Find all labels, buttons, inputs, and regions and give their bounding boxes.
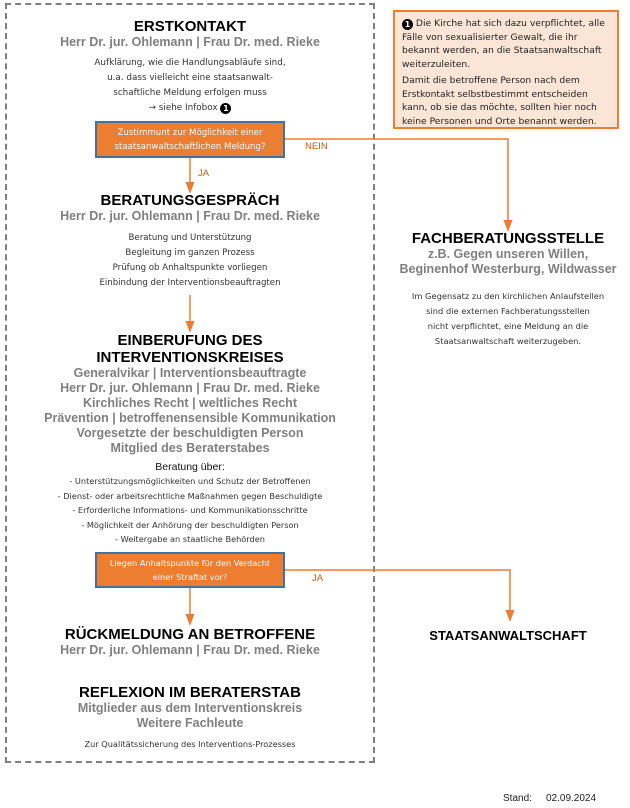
erstkontakt-line: u.a. dass vielleicht eine staatsanwalt- bbox=[107, 73, 273, 83]
reflexion-section bbox=[10, 684, 370, 752]
beratungsgespraech-title: BERATUNGSGESPRÄCH bbox=[100, 192, 280, 209]
beratungsgespraech-persons: Herr Dr. jur. Ohlemann | Frau Dr. med. Rieke bbox=[60, 209, 320, 223]
beratung-heading: Beratung über: bbox=[155, 461, 225, 473]
interventionskreis-member: Generalvikar | Interventionsbeauftragte bbox=[73, 366, 307, 380]
rueckmeldung-persons: Herr Dr. jur. Ohlemann | Frau Dr. med. Rieke bbox=[60, 643, 320, 657]
interventionskreis-member: Vorgesetzte der beschuldigten Person bbox=[76, 426, 304, 440]
decision-suspicion-line: einer Straftat vor? bbox=[152, 572, 228, 582]
interventionskreis-section bbox=[10, 332, 370, 547]
beratung-item: - Möglichkeit der Anhörung der beschuldigten Person bbox=[81, 519, 299, 530]
beratungsgespraech-line: Beratung und Unterstützung bbox=[128, 233, 252, 243]
beratung-item: - Erforderliche Informations- und Kommunikationsschritte bbox=[72, 505, 308, 515]
erstkontakt-line: Aufklärung, wie die Handlungsabläufe sind, bbox=[94, 58, 286, 68]
infobox-reference-text: → siehe Infobox bbox=[148, 103, 218, 113]
stand-label: Stand: bbox=[503, 793, 532, 804]
decision2-yes-label: JA bbox=[312, 573, 324, 584]
beratungsgespraech-line: Einbindung der Interventionsbeauftragten bbox=[99, 278, 281, 288]
infobox-reference[interactable] bbox=[10, 101, 370, 116]
erstkontakt-line: schaftliche Meldung erfolgen muss bbox=[113, 88, 267, 98]
erstkontakt-persons: Herr Dr. jur. Ohlemann | Frau Dr. med. Rieke bbox=[60, 35, 320, 49]
decision-suspicion-box bbox=[95, 552, 285, 588]
beratungsgespraech-line: Begleitung im ganzen Prozess bbox=[125, 248, 255, 258]
stand-date: 02.09.2024 bbox=[546, 793, 597, 804]
erstkontakt-section bbox=[10, 18, 370, 116]
beratung-item: - Unterstützungsmöglichkeiten und Schutz der Betroffenen bbox=[69, 476, 311, 486]
decision1-yes-label: JA bbox=[198, 168, 210, 179]
beratung-item: - Dienst- oder arbeitsrechtliche Maßnahmen gegen Beschuldigte bbox=[57, 490, 323, 501]
decision-consent-line: Zustimmunt zur Möglichkeit einer bbox=[117, 127, 263, 138]
interventionskreis-member: Mitglied des Beraterstabes bbox=[110, 441, 270, 455]
number-one-badge-icon: 1 bbox=[402, 19, 413, 30]
fachberatungsstelle-title: FACHBERATUNGSSTELLE bbox=[411, 230, 605, 247]
interventionskreis-title: INTERVENTIONSKREISES bbox=[96, 349, 284, 366]
rueckmeldung-section bbox=[10, 626, 370, 658]
infobox-paragraph-1: Die Kirche hat sich dazu verpflichtet, alle Fälle von sexualisierter Gewalt, die ihr bekannt werden, an die Staatsanwaltschaft weiterzuleiten. bbox=[402, 18, 605, 70]
erstkontakt-title: ERSTKONTAKT bbox=[133, 18, 247, 35]
reflexion-sub: Mitglieder aus dem Interventionskreis bbox=[77, 701, 303, 715]
fachberatungsstelle-sub: Beginenhof Westerburg, Wildwasser bbox=[399, 262, 617, 276]
number-one-badge-icon: 1 bbox=[220, 103, 231, 114]
infobox-paragraph-2: Damit die betroffene Person nach dem Erstkontakt selbstbestimmt entscheiden kann, ob sie das möchte, sollten hier noch keine Personen und Orte benannt werden. bbox=[402, 75, 597, 127]
staatsanwaltschaft-section bbox=[393, 627, 623, 644]
fachberatungsstelle-sub: z.B. Gegen unseren Willen, bbox=[427, 247, 589, 261]
fachberatungsstelle-section bbox=[393, 230, 623, 349]
decision1-no-label: NEIN bbox=[305, 141, 328, 152]
decision-consent-line: staatsanwaltschaftlichen Meldung? bbox=[114, 141, 266, 152]
beratungsgespraech-section bbox=[10, 192, 370, 291]
reflexion-sub: Weitere Fachleute bbox=[136, 716, 244, 730]
fachberatungsstelle-line: Staatsanwaltschaft weiterzugeben. bbox=[434, 336, 582, 346]
reflexion-note: Zur Qualitätssicherung des Interventions-Prozesses bbox=[84, 739, 296, 749]
infobox bbox=[393, 10, 619, 129]
interventionskreis-member: Herr Dr. jur. Ohlemann | Frau Dr. med. Rieke bbox=[60, 381, 320, 395]
interventionskreis-title: EINBERUFUNG DES bbox=[117, 332, 263, 349]
beratung-item: - Weitergabe an staatliche Behörden bbox=[115, 534, 265, 544]
decision-consent-box bbox=[95, 121, 285, 158]
beratungsgespraech-line: Prüfung ob Anhaltspunkte vorliegen bbox=[112, 263, 268, 273]
decision-suspicion-line: Liegen Anhaltspunkte für den Verdacht bbox=[109, 558, 271, 568]
interventionskreis-member: Kirchliches Recht | weltliches Recht bbox=[83, 396, 297, 410]
fachberatungsstelle-line: sind die externen Fachberatungsstellen bbox=[426, 306, 590, 316]
reflexion-title: REFLEXION IM BERATERSTAB bbox=[79, 684, 301, 701]
rueckmeldung-title: RÜCKMELDUNG AN BETROFFENE bbox=[64, 626, 316, 643]
staatsanwaltschaft-title: STAATSANWALTSCHAFT bbox=[429, 628, 587, 643]
interventionskreis-member: Prävention | betroffenensensible Kommunikation bbox=[44, 411, 336, 425]
fachberatungsstelle-line: Im Gegensatz zu den kirchlichen Anlaufstellen bbox=[411, 291, 605, 301]
fachberatungsstelle-line: nicht verpflichtet, eine Meldung an die bbox=[427, 321, 589, 331]
